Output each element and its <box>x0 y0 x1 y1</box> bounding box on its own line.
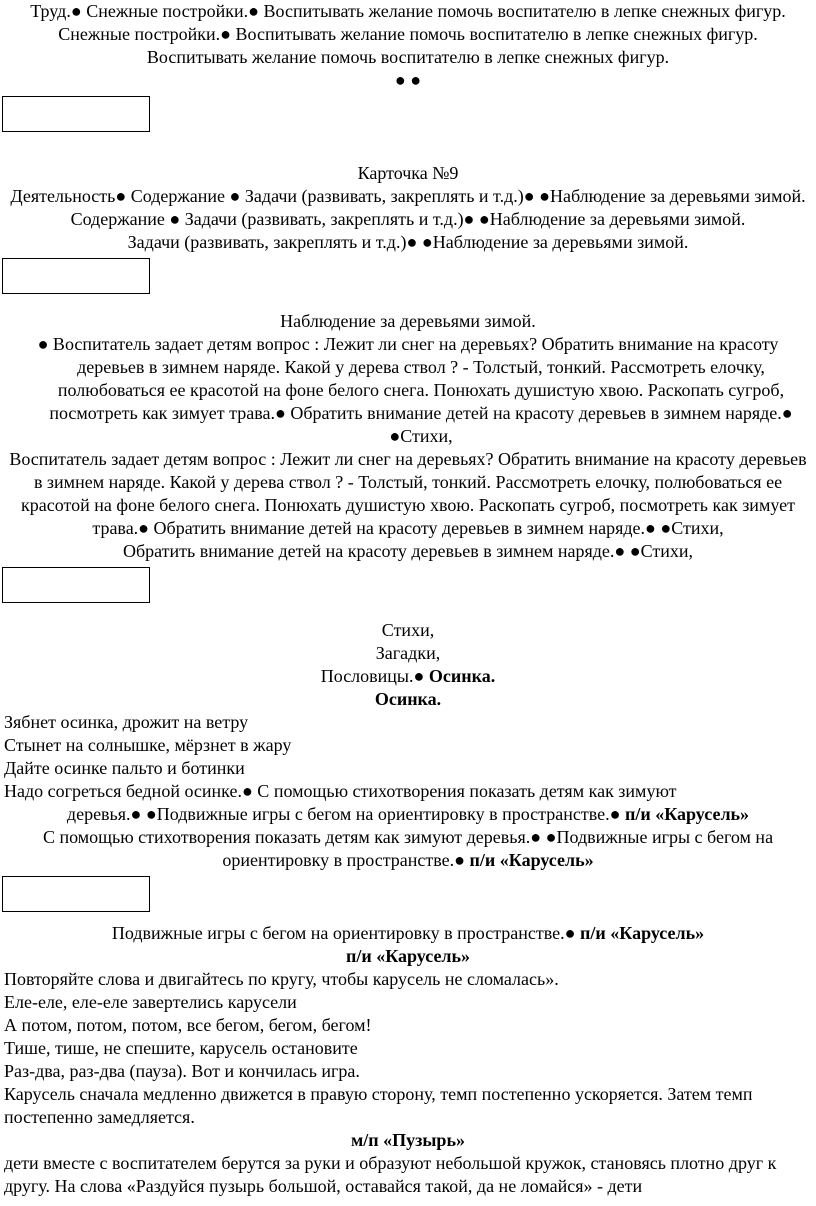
empty-box <box>2 258 150 294</box>
text-line: Загадки, <box>375 643 441 663</box>
text-part: деревья.● ●Подвижные игры с бегом на ориентировку в пространстве.● <box>66 804 625 824</box>
paragraph: дети вместе с воспитателем берутся за руки и образуют небольшой кружок, становясь плотно друг к другу. На слова «Раздуйся пузырь большой, оставайся такой, да не ломайся» - дети <box>4 1153 777 1196</box>
poem-line: Надо согреться бедной осинке.● С помощью стихотворения показать детям как зимуют <box>4 781 677 801</box>
text-line: А потом, потом, потом, все бегом, бегом, бегом! <box>4 1015 372 1035</box>
paragraph: Воспитатель задает детям вопрос : Лежит ли снег на деревьях? Обратить внимание на красоту деревьев в зимнем наряде. Какой у дерева ствол ? - Толстый, тонкий. Рассмотреть елочку, полюбоваться ее красотой на фоне белого снега. Понюхать душистую хвою. Раскопать сугроб, посмотреть как зимует трава.● Обратить внимание детей на красоту деревьев в зимнем наряде.● ●Стихи, <box>9 449 807 538</box>
text-line <box>0 665 816 688</box>
text-line: Задачи (развивать, закреплять и т.д.)● ●Наблюдение за деревьями зимой. <box>127 232 689 252</box>
paragraph: Карусель сначала медленно движется в правую сторону, темп постепенно ускоряется. Затем темп постепенно замедляется. <box>4 1084 753 1127</box>
text-line: Снежные постройки.● Воспитывать желание помочь воспитателю в лепке снежных фигур. <box>58 24 758 44</box>
game-heading: м/п «Пузырь» <box>351 1130 465 1150</box>
text-part: С помощью стихотворения показать детям как зимуют деревья.● ●Подвижные игры с бегом на ориентировку в пространстве.● <box>42 827 774 870</box>
poem-line: Дайте осинке пальто и ботинки <box>4 758 245 778</box>
text-line: Повторяйте слова и двигайтесь по кругу, чтобы карусель не сломалась». <box>4 969 559 989</box>
empty-box <box>2 876 150 912</box>
text-part: Пословицы.● <box>320 666 429 686</box>
text-line: ● ● <box>394 70 422 90</box>
empty-box <box>2 96 150 132</box>
text-line: Стихи, <box>381 620 435 640</box>
text-line: Труд.● Снежные постройки.● Воспитывать желание помочь воспитателю в лепке снежных фигур. <box>30 1 786 21</box>
paragraph: ● Воспитатель задает детям вопрос : Лежит ли снег на деревьях? Обратить внимание на красоту деревьев в зимнем наряде. Какой у дерева ствол ? - Толстый, тонкий. Рассмотреть елочку, полюбоваться ее красотой на фоне белого снега. Понюхать душистую хвою. Раскопать сугроб, посмотреть как зимует трава.● Обратить внимание детей на красоту деревьев в зимнем наряде.● ●Стихи, <box>37 334 793 446</box>
bold-text: п/и «Карусель» <box>580 923 705 943</box>
empty-box <box>2 567 150 603</box>
section-title: Наблюдение за деревьями зимой. <box>280 311 536 331</box>
text-line: Обратить внимание детей на красоту деревьев в зимнем наряде.● ●Стихи, <box>122 541 694 561</box>
poem-line: Зябнет осинка, дрожит на ветру <box>4 712 249 732</box>
card-title: Карточка №9 <box>357 163 459 183</box>
text-line: Еле-еле, еле-еле завертелись карусели <box>4 992 297 1012</box>
paragraph <box>0 826 816 872</box>
text-line: Тише, тише, не спешите, карусель остановите <box>4 1038 358 1058</box>
bold-text: Осинка. <box>428 666 496 686</box>
text-line: Раз-два, раз-два (пауза). Вот и кончилась игра. <box>4 1061 360 1081</box>
text-line: Воспитывать желание помочь воспитателю в лепке снежных фигур. <box>146 47 670 67</box>
poem-heading: Осинка. <box>374 689 442 709</box>
text-line: Содержание ● Задачи (развивать, закреплять и т.д.)● ●Наблюдение за деревьями зимой. <box>70 209 746 229</box>
text-line: Деятельность● Содержание ● Задачи (развивать, закреплять и т.д.)● ●Наблюдение за деревьями зимой. <box>10 186 806 206</box>
text-part: Подвижные игры с бегом на ориентировку в пространстве.● <box>111 923 581 943</box>
game-heading: п/и «Карусель» <box>345 946 471 966</box>
poem-line: Стынет на солнышке, мёрзнет в жару <box>4 735 292 755</box>
bold-text: п/и «Карусель» <box>469 850 594 870</box>
text-line <box>0 803 816 826</box>
bold-text: п/и «Карусель» <box>624 804 750 824</box>
text-line <box>0 922 816 945</box>
